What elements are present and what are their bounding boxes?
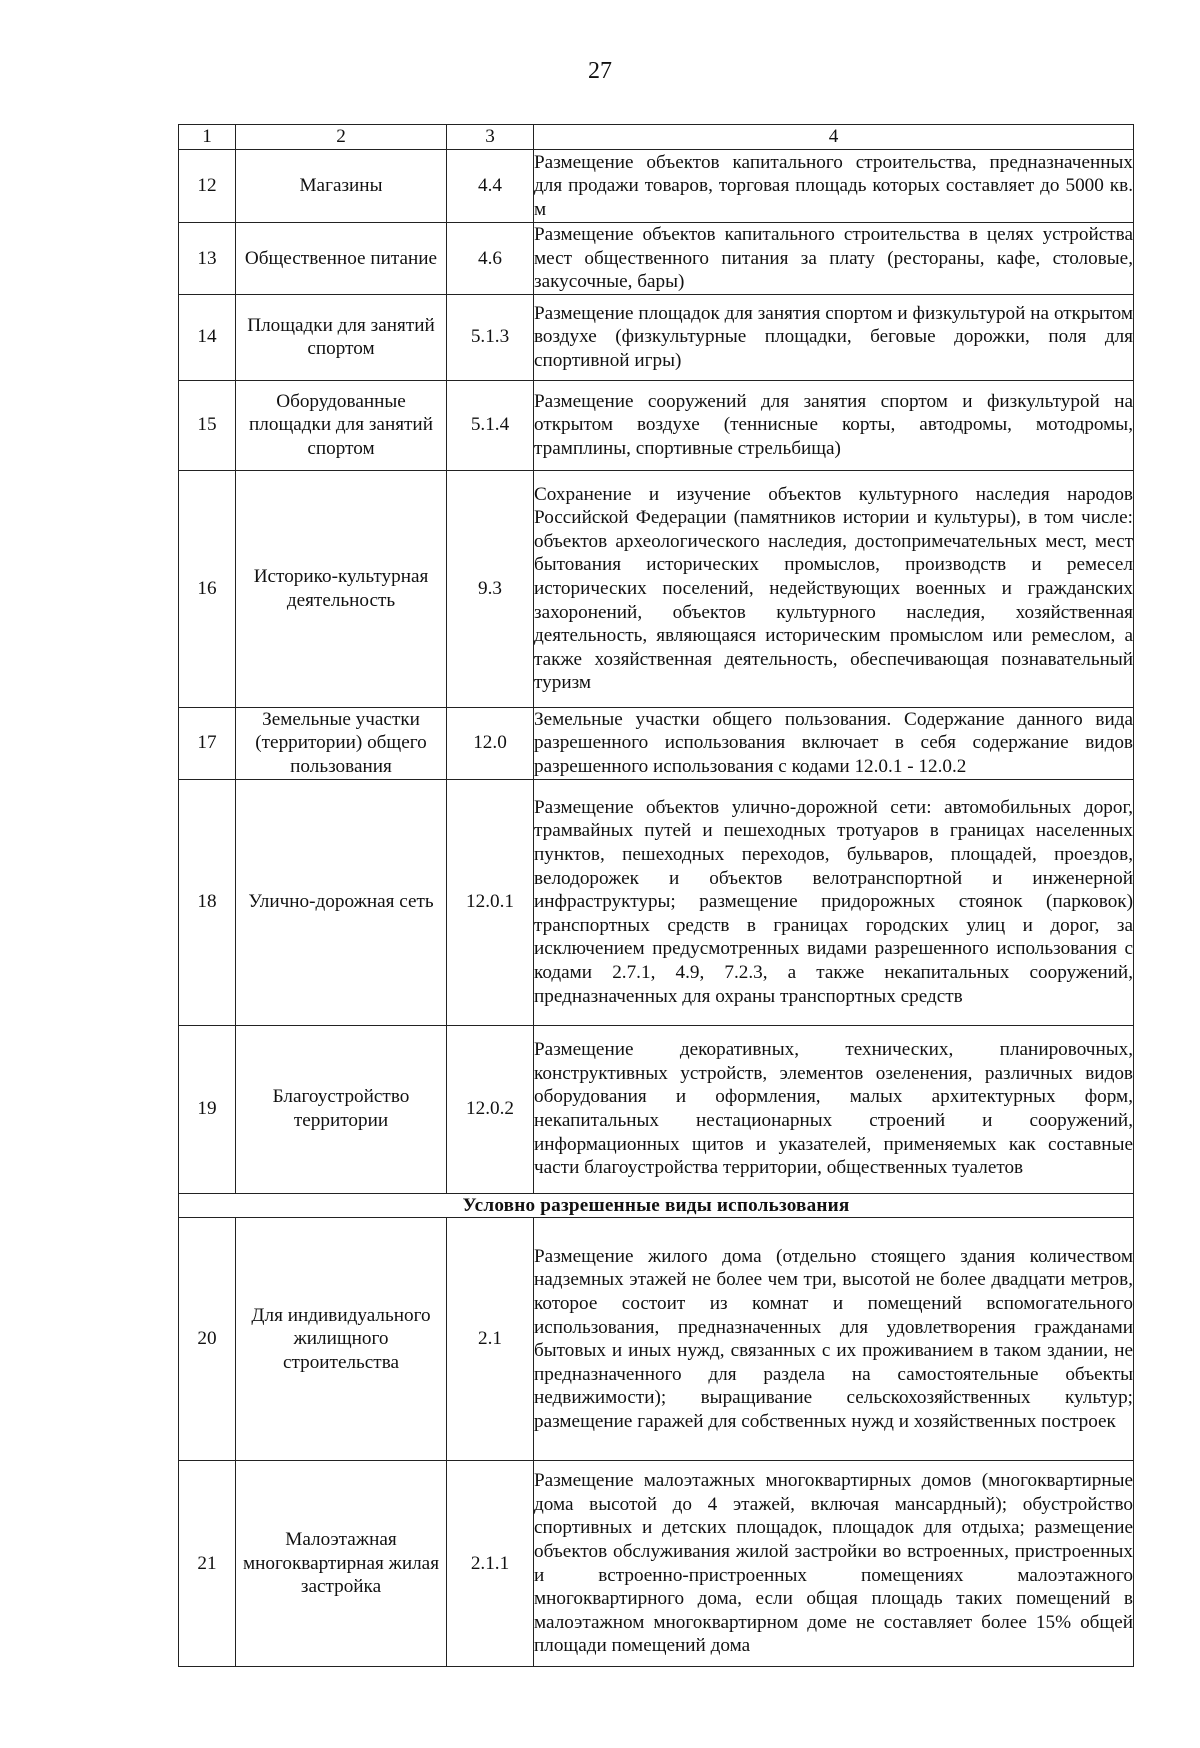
row-number: 19 [179, 1025, 236, 1193]
use-name: Малоэтажная многоквартирная жилая застройка [236, 1461, 447, 1667]
row-number: 14 [179, 294, 236, 380]
use-name: Земельные участки (территории) общего пользования [236, 707, 447, 779]
header-col-3: 3 [447, 125, 534, 150]
page-number: 27 [588, 58, 612, 84]
use-name: Для индивидуального жилищного строительства [236, 1218, 447, 1461]
use-code: 2.1.1 [447, 1461, 534, 1667]
row-number: 18 [179, 779, 236, 1025]
table-row [179, 150, 1134, 223]
table-row [179, 1218, 1134, 1461]
use-code: 4.4 [447, 150, 534, 223]
use-name: Улично-дорожная сеть [236, 779, 447, 1025]
table-row [179, 779, 1134, 1025]
use-code: 5.1.4 [447, 380, 534, 470]
header-row [179, 125, 1134, 150]
use-description: Размещение жилого дома (отдельно стоящего здания количеством надземных этажей не более чем три, высотой не более двадцати метров, которое состоит из комнат и помещений вспомогательного использования, предназначенных для удовлетворения гражданами бытовых и иных нужд, связанных с их проживанием в таком здании, не предназначенного для раздела на самостоятельные объекты недвижимости); выращивание сельскохозяйственных культур; размещение гаражей для собственных нужд и хозяйственных построек [534, 1218, 1134, 1461]
use-description: Размещение малоэтажных многоквартирных домов (многоквартирные дома высотой до 4 этажей, включая мансардный); обустройство спортивных и детских площадок, площадок для отдыха; размещение объектов обслуживания жилой застройки во встроенных, пристроенных и встроенно-пристроенных помещениях малоэтажного многоквартирного дома, если общая площадь таких помещений в малоэтажном многоквартирном доме не составляет более 15% общей площади помещений дома [534, 1461, 1134, 1667]
use-name: Историко-культурная деятельность [236, 470, 447, 707]
use-code: 5.1.3 [447, 294, 534, 380]
use-description: Размещение объектов улично-дорожной сети: автомобильных дорог, трамвайных путей и пешеходных тротуаров в границах населенных пунктов, пешеходных переходов, бульваров, площадей, проездов, велодорожек и объектов велотранспортной и инженерной инфраструктуры; размещение придорожных стоянок (парковок) транспортных средств в границах городских улиц и дорог, за исключением предусмотренных видами разрешенного использования с кодами 2.7.1, 4.9, 7.2.3, а также некапитальных сооружений, предназначенных для охраны транспортных средств [534, 779, 1134, 1025]
use-name: Магазины [236, 150, 447, 223]
use-description: Размещение декоративных, технических, планировочных, конструктивных устройств, элементов озеленения, различных видов оборудования и оформления, малых архитектурных форм, некапитальных нестационарных строений и сооружений, информационных щитов и указателей, применяемых как составные части благоустройства территории, общественных туалетов [534, 1025, 1134, 1193]
table-row [179, 470, 1134, 707]
use-code: 12.0 [447, 707, 534, 779]
row-number: 16 [179, 470, 236, 707]
use-description: Размещение объектов капитального строительства, предназначенных для продажи товаров, торговая площадь которых составляет до 5000 кв. м [534, 150, 1134, 223]
use-description: Сохранение и изучение объектов культурного наследия народов Российской Федерации (памятников истории и культуры), в том числе: объектов археологического наследия, достопримечательных мест, мест бытования исторических промыслов, производств и ремесел исторических поселений, недействующих военных и гражданских захоронений, объектов культурного наследия, хозяйственная деятельность, являющаяся историческим промыслом или ремеслом, а также хозяйственная деятельность, обеспечивающая познавательный туризм [534, 470, 1134, 707]
row-number: 12 [179, 150, 236, 223]
row-number: 17 [179, 707, 236, 779]
land-use-table [178, 124, 1134, 1667]
use-name: Общественное питание [236, 223, 447, 295]
table-row [179, 380, 1134, 470]
use-code: 12.0.2 [447, 1025, 534, 1193]
use-code: 2.1 [447, 1218, 534, 1461]
use-name: Оборудованные площадки для занятий спортом [236, 380, 447, 470]
table-row [179, 294, 1134, 380]
header-col-1: 1 [179, 125, 236, 150]
header-col-4: 4 [534, 125, 1134, 150]
section-row [179, 1193, 1134, 1218]
use-code: 4.6 [447, 223, 534, 295]
use-name: Благоустройство территории [236, 1025, 447, 1193]
header-col-2: 2 [236, 125, 447, 150]
row-number: 13 [179, 223, 236, 295]
table-row [179, 223, 1134, 295]
row-number: 21 [179, 1461, 236, 1667]
row-number: 15 [179, 380, 236, 470]
use-description: Размещение объектов капитального строительства в целях устройства мест общественного питания за плату (рестораны, кафе, столовые, закусочные, бары) [534, 223, 1134, 295]
use-name: Площадки для занятий спортом [236, 294, 447, 380]
use-code: 9.3 [447, 470, 534, 707]
table-row [179, 1461, 1134, 1667]
use-description: Размещение площадок для занятия спортом и физкультурой на открытом воздухе (физкультурные площадки, беговые дорожки, поля для спортивной игры) [534, 294, 1134, 380]
section-title: Условно разрешенные виды использования [179, 1193, 1134, 1218]
row-number: 20 [179, 1218, 236, 1461]
use-description: Размещение сооружений для занятия спортом и физкультурой на открытом воздухе (теннисные корты, автодромы, мотодромы, трамплины, спортивные стрельбища) [534, 380, 1134, 470]
table-row [179, 1025, 1134, 1193]
use-code: 12.0.1 [447, 779, 534, 1025]
use-description: Земельные участки общего пользования. Содержание данного вида разрешенного использования включает в себя содержание видов разрешенного использования с кодами 12.0.1 - 12.0.2 [534, 707, 1134, 779]
table-row [179, 707, 1134, 779]
